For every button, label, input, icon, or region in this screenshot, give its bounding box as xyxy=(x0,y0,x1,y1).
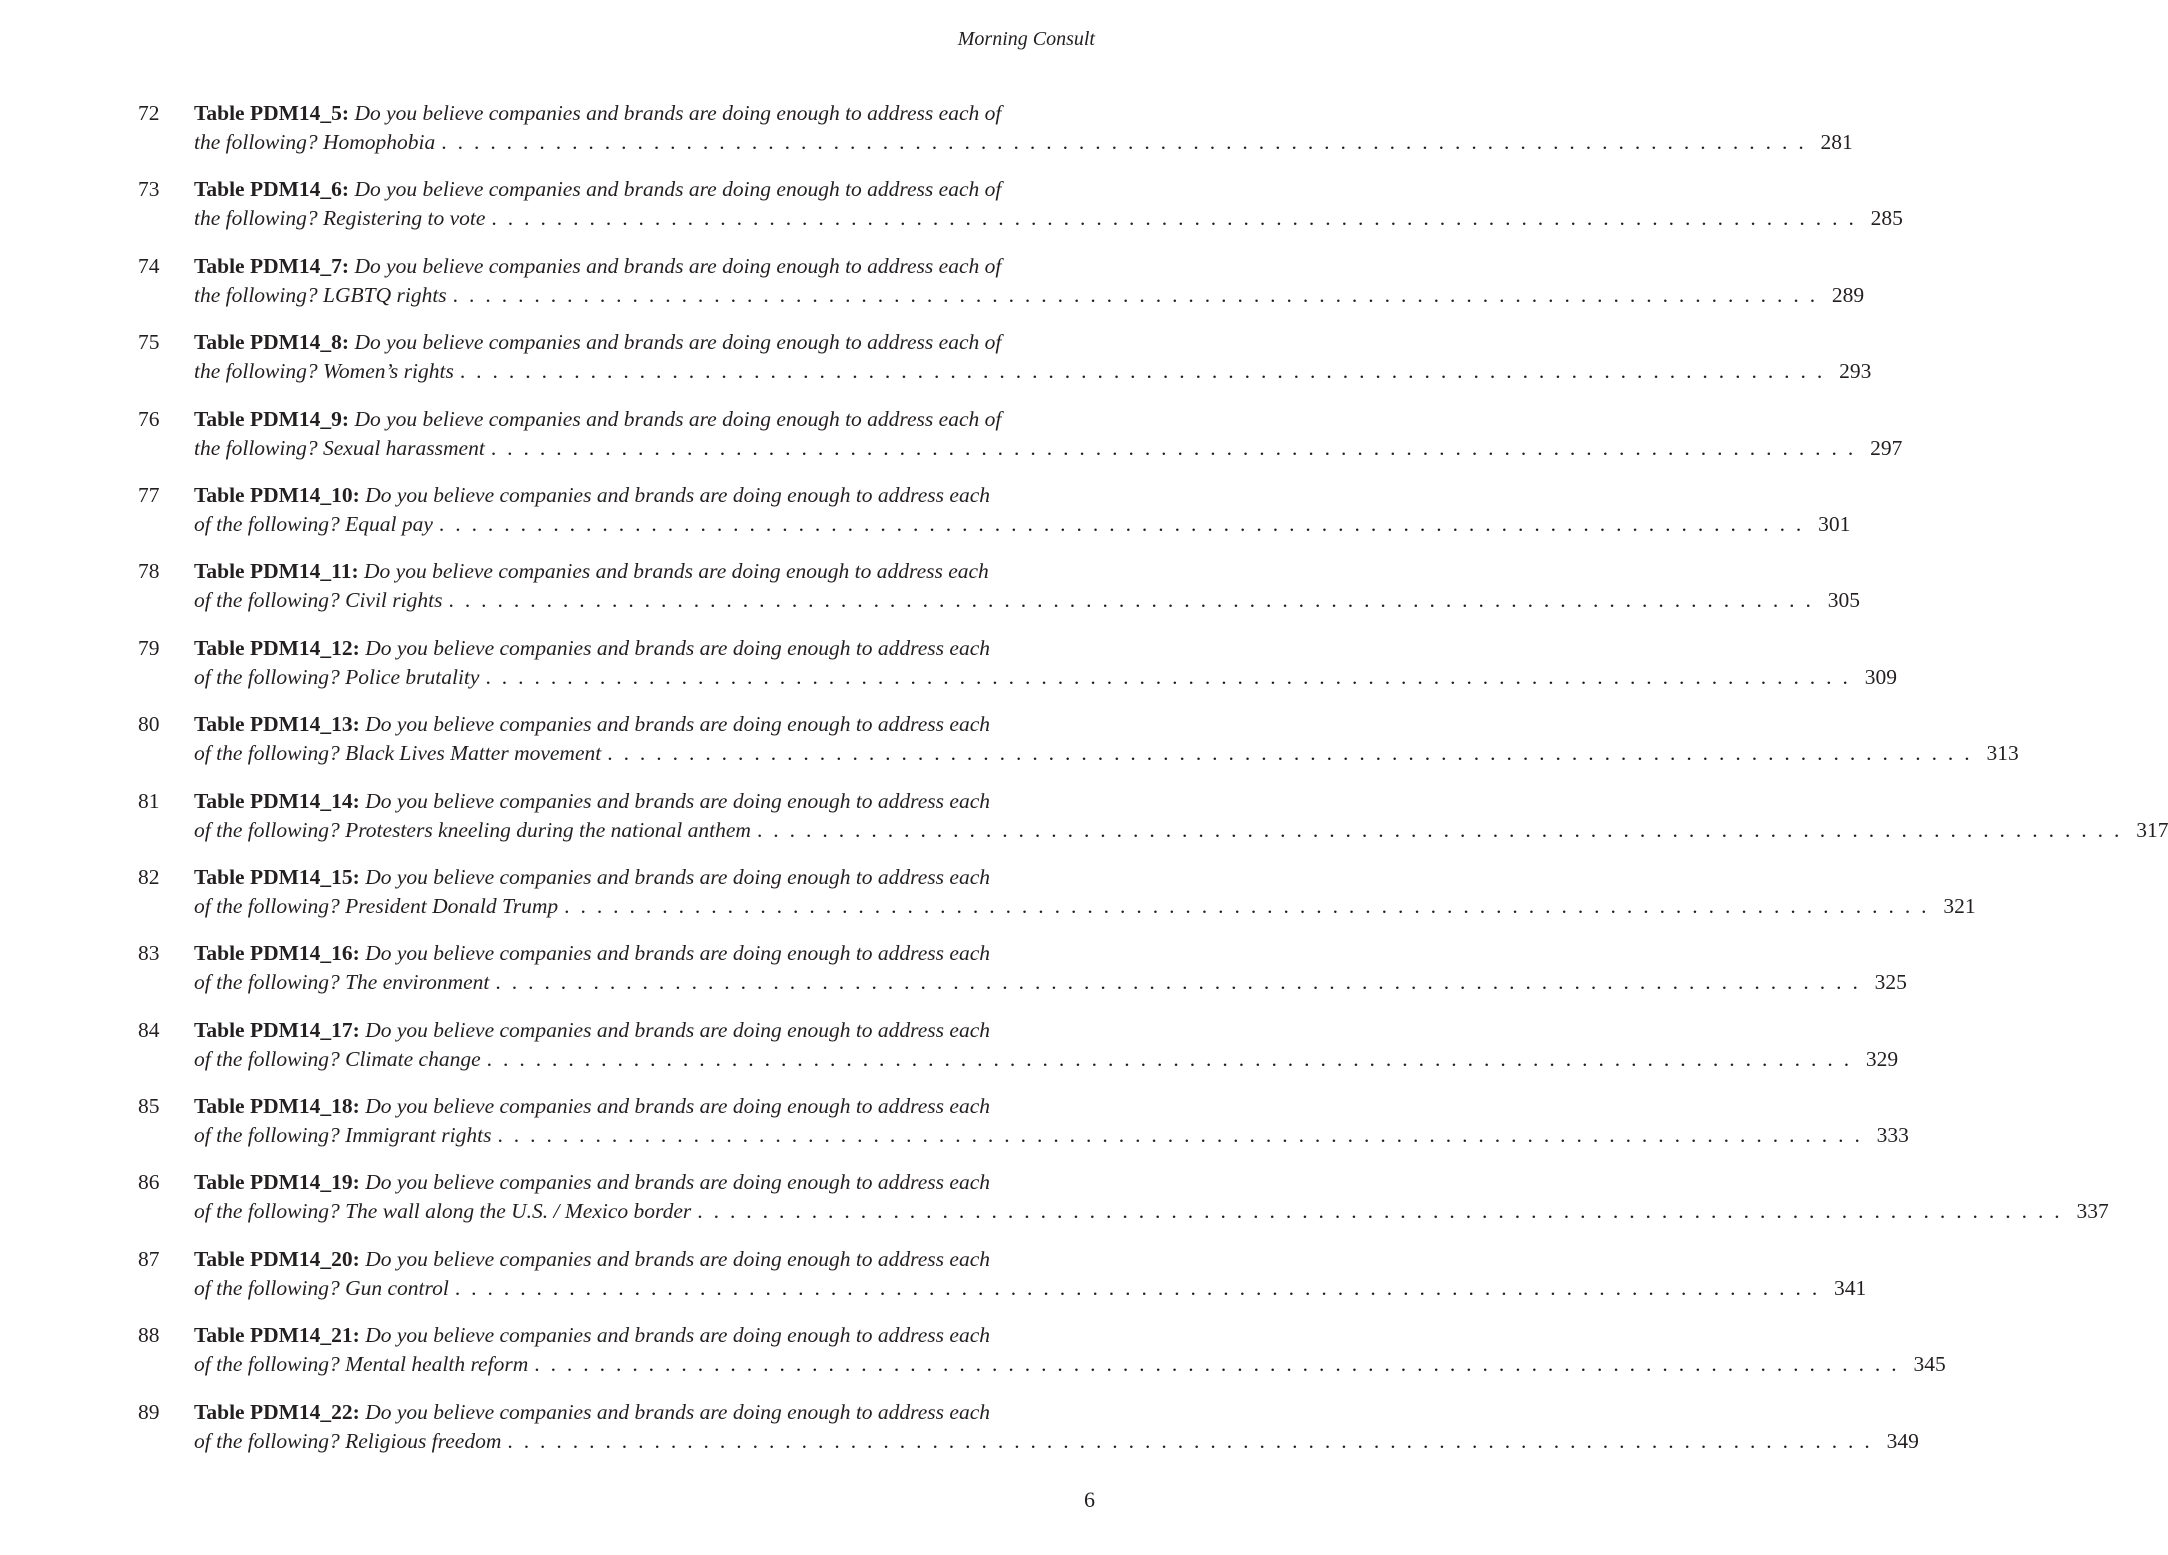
entry-number: 77 xyxy=(138,482,160,507)
table-question: Do you believe companies and brands are doing enough to address each xyxy=(365,864,990,889)
entry-subtitle-line xyxy=(194,892,1976,921)
entry-subtitle-line xyxy=(194,586,1860,615)
page-reference[interactable]: 289 xyxy=(1831,282,1865,307)
toc-entry[interactable] xyxy=(0,1398,1919,1474)
toc-entry[interactable] xyxy=(0,863,1976,939)
page-reference[interactable]: 305 xyxy=(1827,588,1860,613)
page-reference[interactable]: 317 xyxy=(2136,817,2168,842)
table-label: Table PDM14_9: xyxy=(194,406,350,431)
entry-number: 75 xyxy=(138,330,160,355)
entry-subtitle-line xyxy=(194,1197,2109,1226)
entry-title-line xyxy=(194,99,1094,128)
table-label: Table PDM14_12: xyxy=(194,635,360,660)
table-label: Table PDM14_8: xyxy=(194,330,350,355)
entry-number: 87 xyxy=(138,1246,160,1271)
dot-leader: . . . . . . . . . . . . . . . . . . . . . . . . . . . . . . . . . . . . . . . . . . . . . . . . . . . . . . . . . . . . . . . . . . . . . . . . . . . . . . . . . . . . xyxy=(485,664,1851,689)
dot-leader: . . . . . . . . . . . . . . . . . . . . . . . . . . . . . . . . . . . . . . . . . . . . . . . . . . . . . . . . . . . . . . . . . . . . . . . . . . . . . . . . . . . . xyxy=(497,1123,1863,1148)
table-question: Do you believe companies and brands are doing enough to address each xyxy=(365,1094,990,1119)
page-number: 6 xyxy=(1084,1487,1095,1512)
entry-subtitle-line xyxy=(194,1121,1909,1150)
dot-leader: . . . . . . . . . . . . . . . . . . . . . . . . . . . . . . . . . . . . . . . . . . . . . . . . . . . . . . . . . . . . . . . . . . . . . . . . . . . . . . . . . . . . xyxy=(441,130,1807,154)
page-reference[interactable]: 301 xyxy=(1818,511,1851,536)
page-reference[interactable]: 349 xyxy=(1886,1428,1919,1453)
toc-entry[interactable] xyxy=(0,328,1872,404)
toc-entry[interactable] xyxy=(0,787,2168,863)
table-label: Table PDM14_16: xyxy=(194,941,360,966)
table-topic: of the following? Protesters kneeling during the national anthem xyxy=(194,817,751,842)
entry-number: 74 xyxy=(138,253,160,278)
dot-leader: . . . . . . . . . . . . . . . . . . . . . . . . . . . . . . . . . . . . . . . . . . . . . . . . . . . . . . . . . . . . . . . . . . . . . . . . . . . . . . . . . . . . xyxy=(448,588,1814,613)
page-reference[interactable]: 325 xyxy=(1874,970,1907,995)
entry-number: 82 xyxy=(138,864,160,889)
dot-leader: . . . . . . . . . . . . . . . . . . . . . . . . . . . . . . . . . . . . . . . . . . . . . . . . . . . . . . . . . . . . . . . . . . . . . . . . . . . . . . . . . . . . xyxy=(486,1046,1852,1071)
entry-title-line xyxy=(194,1321,1094,1350)
entry-subtitle-line xyxy=(194,357,1872,386)
page-reference[interactable]: 297 xyxy=(1870,435,1903,460)
table-question: Do you believe companies and brands are doing enough to address each xyxy=(365,482,990,507)
table-question: Do you believe companies and brands are doing enough to address each of xyxy=(354,177,1002,202)
entry-title-line xyxy=(194,481,1094,510)
table-of-contents xyxy=(0,99,2168,1474)
entry-number: 78 xyxy=(138,559,160,584)
entry-number: 80 xyxy=(138,712,160,737)
toc-entry[interactable] xyxy=(0,557,1860,633)
page-reference[interactable]: 333 xyxy=(1876,1123,1909,1148)
page-reference[interactable]: 345 xyxy=(1913,1352,1946,1377)
table-topic: of the following? Black Lives Matter movement xyxy=(194,741,602,766)
entry-title-line xyxy=(194,710,1094,739)
entry-title-line xyxy=(194,939,1094,968)
entry-title-line xyxy=(194,1092,1094,1121)
entry-title-line xyxy=(194,1168,1094,1197)
toc-entry[interactable] xyxy=(0,634,1897,710)
table-topic: of the following? The environment xyxy=(194,970,490,995)
table-topic: the following? LGBTQ rights xyxy=(194,282,447,307)
page-reference[interactable]: 285 xyxy=(1870,206,1903,231)
toc-entry[interactable] xyxy=(0,1321,1946,1397)
entry-number: 76 xyxy=(138,406,160,431)
table-question: Do you believe companies and brands are doing enough to address each xyxy=(365,1170,990,1195)
entry-title-line xyxy=(194,328,1094,357)
table-question: Do you believe companies and brands are doing enough to address each of xyxy=(354,253,1002,278)
dot-leader: . . . . . . . . . . . . . . . . . . . . . . . . . . . . . . . . . . . . . . . . . . . . . . . . . . . . . . . . . . . . . . . . . . . . . . . . . . . . . . . . . . . . xyxy=(454,1275,1821,1300)
entry-title-line xyxy=(194,1245,1094,1274)
table-topic: the following? Registering to vote xyxy=(194,206,486,231)
table-question: Do you believe companies and brands are doing enough to address each xyxy=(365,1399,990,1424)
table-topic: the following? Sexual harassment xyxy=(194,435,485,460)
entry-number: 89 xyxy=(138,1399,160,1424)
page-reference[interactable]: 309 xyxy=(1864,664,1897,689)
table-label: Table PDM14_13: xyxy=(194,712,360,737)
table-topic: of the following? The wall along the U.S. / Mexico border xyxy=(194,1199,692,1224)
entry-number: 72 xyxy=(138,101,160,125)
table-question: Do you believe companies and brands are doing enough to address each xyxy=(365,635,990,660)
table-topic: of the following? Equal pay xyxy=(194,511,433,536)
dot-leader: . . . . . . . . . . . . . . . . . . . . . . . . . . . . . . . . . . . . . . . . . . . . . . . . . . . . . . . . . . . . . . . . . . . . . . . . . . . . . . . . . . . . xyxy=(491,206,1857,231)
entry-number: 81 xyxy=(138,788,160,813)
toc-entry[interactable] xyxy=(0,1016,1899,1092)
table-label: Table PDM14_10: xyxy=(194,482,360,507)
table-question: Do you believe companies and brands are doing enough to address each xyxy=(365,788,990,813)
toc-entry[interactable] xyxy=(0,481,1851,557)
table-label: Table PDM14_11: xyxy=(194,559,359,584)
dot-leader: . . . . . . . . . . . . . . . . . . . . . . . . . . . . . . . . . . . . . . . . . . . . . . . . . . . . . . . . . . . . . . . . . . . . . . . . . . . . . . . . . . . . xyxy=(697,1199,2063,1224)
entry-title-line xyxy=(194,863,1094,892)
toc-entry[interactable] xyxy=(0,1092,1909,1168)
entry-number: 79 xyxy=(138,635,160,660)
table-topic: of the following? Mental health reform xyxy=(194,1352,529,1377)
table-topic: of the following? Civil rights xyxy=(194,588,443,613)
table-question: Do you believe companies and brands are doing enough to address each xyxy=(365,1017,990,1042)
table-question: Do you believe companies and brands are doing enough to address each xyxy=(365,1246,990,1271)
table-topic: of the following? Immigrant rights xyxy=(194,1123,492,1148)
dot-leader: . . . . . . . . . . . . . . . . . . . . . . . . . . . . . . . . . . . . . . . . . . . . . . . . . . . . . . . . . . . . . . . . . . . . . . . . . . . . . . . . . . . . xyxy=(452,282,1818,307)
dot-leader: . . . . . . . . . . . . . . . . . . . . . . . . . . . . . . . . . . . . . . . . . . . . . . . . . . . . . . . . . . . . . . . . . . . . . . . . . . . . . . . . . . . . xyxy=(495,970,1861,995)
entry-title-line xyxy=(194,252,1094,281)
page-reference[interactable]: 321 xyxy=(1943,893,1976,918)
dot-leader: . . . . . . . . . . . . . . . . . . . . . . . . . . . . . . . . . . . . . . . . . . . . . . . . . . . . . . . . . . . . . . . . . . . . . . . . . . . . . . . . . . . . xyxy=(459,359,1826,384)
entry-subtitle-line xyxy=(194,1274,1867,1303)
page-reference[interactable]: 341 xyxy=(1834,1275,1867,1300)
dot-leader: . . . . . . . . . . . . . . . . . . . . . . . . . . . . . . . . . . . . . . . . . . . . . . . . . . . . . . . . . . . . . . . . . . . . . . . . . . . . . . . . . . . . xyxy=(507,1428,1873,1453)
toc-entry[interactable] xyxy=(0,1245,1867,1321)
page-reference[interactable]: 329 xyxy=(1865,1046,1899,1071)
entry-title-line xyxy=(194,1016,1094,1045)
entry-number: 85 xyxy=(138,1094,160,1119)
entry-subtitle-line xyxy=(194,128,1853,157)
table-label: Table PDM14_17: xyxy=(194,1017,360,1042)
table-topic: the following? Women’s rights xyxy=(194,359,454,384)
entry-title-line xyxy=(194,1398,1094,1427)
entry-title-line xyxy=(194,634,1094,663)
entry-subtitle-line xyxy=(194,204,1903,233)
table-label: Table PDM14_22: xyxy=(194,1399,360,1424)
entry-subtitle-line xyxy=(194,434,1903,463)
dot-leader: . . . . . . . . . . . . . . . . . . . . . . . . . . . . . . . . . . . . . . . . . . . . . . . . . . . . . . . . . . . . . . . . . . . . . . . . . . . . . . . . . . . . xyxy=(607,741,1973,766)
dot-leader: . . . . . . . . . . . . . . . . . . . . . . . . . . . . . . . . . . . . . . . . . . . . . . . . . . . . . . . . . . . . . . . . . . . . . . . . . . . . . . . . . . . . xyxy=(564,893,1930,918)
entry-title-line xyxy=(194,405,1094,434)
table-question: Do you believe companies and brands are doing enough to address each of xyxy=(354,406,1002,431)
running-header: Morning Consult xyxy=(957,28,1095,50)
entry-title-line xyxy=(194,175,1094,204)
table-question: Do you believe companies and brands are doing enough to address each of xyxy=(354,101,1002,125)
entry-title-line xyxy=(194,787,1094,816)
table-topic: of the following? President Donald Trump xyxy=(194,893,559,918)
toc-entry[interactable] xyxy=(0,939,1907,1015)
page-reference[interactable]: 293 xyxy=(1839,359,1872,384)
table-topic: of the following? Gun control xyxy=(194,1275,449,1300)
toc-entry[interactable] xyxy=(0,405,1903,481)
table-label: Table PDM14_5: xyxy=(194,101,350,125)
table-label: Table PDM14_14: xyxy=(194,788,360,813)
dot-leader: . . . . . . . . . . . . . . . . . . . . . . . . . . . . . . . . . . . . . . . . . . . . . . . . . . . . . . . . . . . . . . . . . . . . . . . . . . . . . . . . . . . . xyxy=(534,1352,1900,1377)
toc-entry[interactable] xyxy=(0,710,2019,786)
toc-entry[interactable] xyxy=(0,99,1853,175)
entry-number: 83 xyxy=(138,941,160,966)
entry-subtitle-line xyxy=(194,510,1851,539)
entry-subtitle-line xyxy=(194,1427,1919,1456)
toc-entry[interactable] xyxy=(0,252,1865,328)
table-question: Do you believe companies and brands are doing enough to address each of xyxy=(354,330,1002,355)
entry-number: 86 xyxy=(138,1170,160,1195)
entry-subtitle-line xyxy=(194,281,1865,310)
table-label: Table PDM14_6: xyxy=(194,177,350,202)
entry-number: 84 xyxy=(138,1017,160,1042)
table-question: Do you believe companies and brands are doing enough to address each xyxy=(365,712,990,737)
table-label: Table PDM14_21: xyxy=(194,1323,360,1348)
table-label: Table PDM14_7: xyxy=(194,253,350,278)
entry-subtitle-line xyxy=(194,739,2019,768)
entry-subtitle-line xyxy=(194,968,1907,997)
table-topic: of the following? Police brutality xyxy=(194,664,480,689)
table-label: Table PDM14_15: xyxy=(194,864,360,889)
entry-subtitle-line xyxy=(194,663,1897,692)
page-reference[interactable]: 337 xyxy=(2076,1199,2109,1224)
dot-leader: . . . . . . . . . . . . . . . . . . . . . . . . . . . . . . . . . . . . . . . . . . . . . . . . . . . . . . . . . . . . . . . . . . . . . . . . . . . . . . . . . . . . xyxy=(438,511,1805,536)
page-reference[interactable]: 313 xyxy=(1986,741,2019,766)
entry-subtitle-line xyxy=(194,1350,1946,1379)
toc-entry[interactable] xyxy=(0,1168,2109,1244)
dot-leader: . . . . . . . . . . . . . . . . . . . . . . . . . . . . . . . . . . . . . . . . . . . . . . . . . . . . . . . . . . . . . . . . . . . . . . . . . . . . . . . . . . . . xyxy=(756,817,2123,842)
table-topic: the following? Homophobia xyxy=(194,130,436,154)
table-label: Table PDM14_18: xyxy=(194,1094,360,1119)
entry-subtitle-line xyxy=(194,1045,1899,1074)
table-label: Table PDM14_20: xyxy=(194,1246,360,1271)
entry-title-line xyxy=(194,557,1094,586)
table-topic: of the following? Climate change xyxy=(194,1046,481,1071)
dot-leader: . . . . . . . . . . . . . . . . . . . . . . . . . . . . . . . . . . . . . . . . . . . . . . . . . . . . . . . . . . . . . . . . . . . . . . . . . . . . . . . . . . . . xyxy=(490,435,1857,460)
entry-number: 73 xyxy=(138,177,160,202)
table-topic: of the following? Religious freedom xyxy=(194,1428,502,1453)
table-question: Do you believe companies and brands are doing enough to address each xyxy=(365,941,990,966)
table-label: Table PDM14_19: xyxy=(194,1170,360,1195)
entry-number: 88 xyxy=(138,1323,160,1348)
page-reference[interactable]: 281 xyxy=(1820,130,1853,154)
table-question: Do you believe companies and brands are doing enough to address each xyxy=(365,1323,990,1348)
table-question: Do you believe companies and brands are doing enough to address each xyxy=(364,559,989,584)
toc-entry[interactable] xyxy=(0,175,1903,251)
entry-subtitle-line xyxy=(194,816,2168,845)
